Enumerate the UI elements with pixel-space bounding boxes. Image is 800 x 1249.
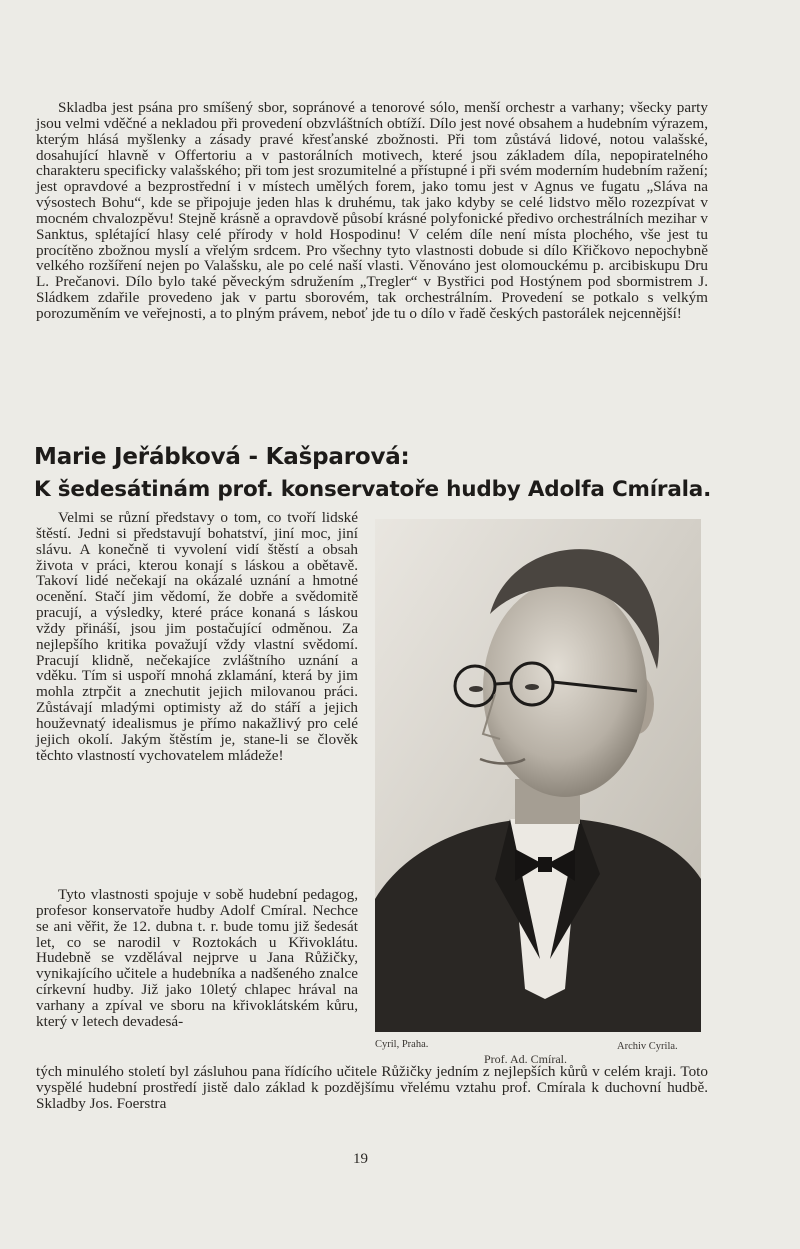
article-paragraph-2: Tyto vlastnosti spojuje v sobě hudební pedagog, profesor konservatoře hudby Adolf Cmíral. Nechce se ani věřit, že 12. dubna t. r. bude tomu již šedesát let, co se narodil v Roztokách u Křivoklátu. Hudebně se vzdělával nejprve u Jana Růžičky, vynikajícího učitele a hudebníka a nadšeného znalce církevní hudby. Již jako 10letý chlapec hrával na varhany a zpíval ve sboru na křivoklátském kůru, který v letech devadesá- bbox=[36, 886, 358, 1030]
intro-paragraph: Skladba jest psána pro smíšený sbor, sopránové a tenorové sólo, menší orchestr a varhany; všecky party jsou velmi vděčné a nekladou při provedení obzvláštních obtíží. Dílo jest nové obsahem a hudebním výrazem, kterým hlásá myšlenky a zásady pravé křesťanské zbožnosti. Při tom zůstává lidové, notou valašské, dosahující hlavně v Offertoriu a v pastorálních motivech, které jsou základem díla, nepopiratelného charakteru specificky valašského; při tom jest srozumitelné a přístupné i při svém moderním hudebním ražení; jest opravdové a bezprostřední i v místech umělých forem, jako tomu jest v Agnus ve fugatu „Sláva na výsostech Bohu“, kde se připojuje jeden hlas k druhému, tak jako kdyby se celé lidstvo mělo rozezpívat v mocném chvalozpěvu! Stejně krásně a opravdově působí krásné polyfonické předivo orchestrálních mezihar v Sanktus, splétající hlasy celé přírody v hold Hospodinu! V celém díle není místa plochého, vše jest tu procítěno zbožnou myslí a vřelým srdcem. Pro všechny tyto vlastnosti dobude si dílo Křičkovo nepochybně velkého rozšíření nejen po Valašsku, ale po celé naší vlasti. Věnováno jest olomouckému p. arcibiskupu Dru L. Prečanovi. Dílo bylo také pěveckým sdružením „Tregler“ v Bystřici pod Hostýnem pod sbormistrem J. Sládkem zdařile provedeno jak v partu sborovém, tak orchestrálním. Provedení se potkalo s velkým porozuměním ve veřejnosti, a to plným právem, neboť jde tu o dílo v řadě českých pastorálek nejcennější! bbox=[36, 99, 708, 322]
page-number: 19 bbox=[353, 1151, 368, 1167]
article-title: K šedesátinám prof. konservatoře hudby Adolfa Cmírala. bbox=[34, 477, 712, 502]
portrait-illustration bbox=[375, 519, 701, 1032]
photo-credit-right: Archiv Cyrila. bbox=[617, 1041, 678, 1052]
photo-caption: Prof. Ad. Cmíral. bbox=[484, 1052, 567, 1066]
article-paragraph-3: tých minulého století byl zásluhou pana řídícího učitele Růžičky jedním z nejlepších kůrů v celém kraji. Toto vyspělé hudební prostředí jistě dalo základ k pozdějšímu vřelému vztahu prof. Cmírala k duchovní hudbě. Skladby Jos. Foerstra bbox=[36, 1063, 708, 1112]
photo-credit-left: Cyril, Praha. bbox=[375, 1039, 429, 1050]
article-author: Marie Jeřábková - Kašparová: bbox=[34, 444, 410, 470]
portrait-photo bbox=[375, 519, 701, 1032]
article-paragraph-1: Velmi se různí představy o tom, co tvoří lidské štěstí. Jedni si představují bohatství, jiní moc, jiní slávu. A konečně ti vyvolení vidí štěstí a obsah života v práci, kterou konají s láskou a obětavě. Takoví lidé nečekají na okázalé uznání a hmotné ocenění. Stačí jim vědomí, že dobře a svědomitě pracují, a výsledky, které práce konaná s láskou vždy přináší, jsou jim postačující odměnou. Za nejlepšího kritika považují vždy vlastní svědomí. Pracují klidně, nečekajíce zvláštního uznání a vděku. Tím si uspoří mnohá zklamání, která by jim mohla ztrpčit a znechutit jejich milovanou práci. Zůstávají mladými optimisty až do stáří a jejich houževnatý idealismus je přímo nakažlivý pro celé jejich okolí. Jakým štěstím je, stane-li se člověk těchto vlastností vychovatelem mládeže! bbox=[36, 509, 358, 764]
